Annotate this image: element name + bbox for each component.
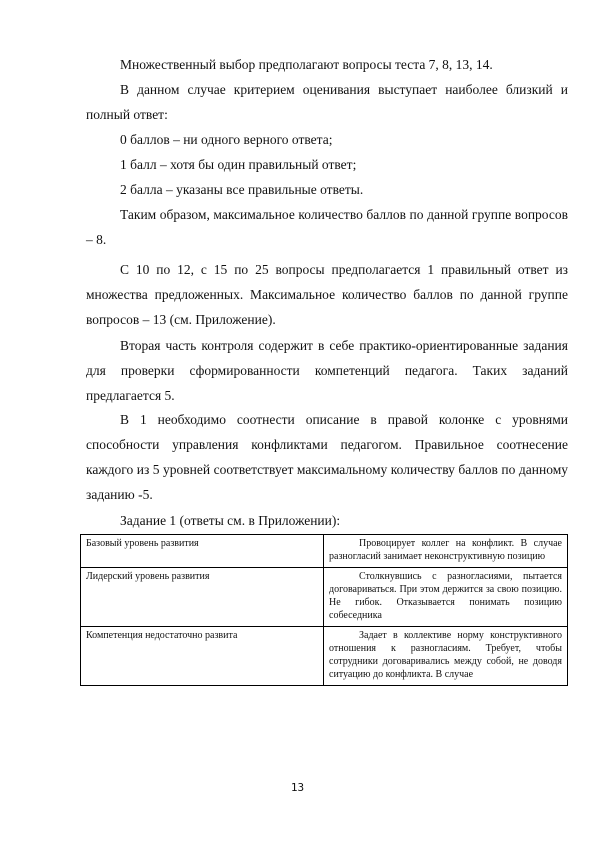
paragraph-max-score-group: Таким образом, максимальное количество баллов по данной группе вопросов – 8. xyxy=(86,207,568,247)
description-cell: Столкнувшись с разногласиями, пытается договариваться. При этом держится за свою позицию. Не гибок. Отказывается понимать позицию собеседника xyxy=(324,568,568,627)
description-cell: Провоцирует коллег на конфликт. В случае разногласий занимает неконструктивную позицию xyxy=(324,535,568,568)
levels-table xyxy=(80,534,568,686)
level-cell: Базовый уровень развития xyxy=(81,535,324,568)
table-row xyxy=(81,535,568,568)
description-cell: Задает в коллективе норму конструктивного отношения к разногласиям. Требует, чтобы сотрудники договаривались между собой, не доводя ситуацию до конфликта. В случае xyxy=(324,627,568,686)
paragraph-second-part: Вторая часть контроля содержит в себе практико-ориентированные задания для проверки сформированности компетенций педагога. Таких заданий предлагается 5. xyxy=(86,338,568,403)
paragraph-task-one-instructions: В 1 необходимо соотнести описание в правой колонке с уровнями способности управления конфликтами педагогом. Правильное соотнесение каждого из 5 уровней соответствует максимальному количеству баллов по данному заданию -5. xyxy=(86,412,568,502)
paragraph-questions-10-25: С 10 по 12, с 15 по 25 вопросы предполагается 1 правильный ответ из множества предложенных. Максимальное количество баллов по данной группе вопросов – 13 (см. Приложение). xyxy=(86,262,568,327)
paragraph-multiple-choice: Множественный выбор предполагают вопросы теста 7, 8, 13, 14. xyxy=(120,57,493,72)
task-one-heading: Задание 1 (ответы см. в Приложении): xyxy=(120,513,341,528)
paragraph-criterion: В данном случае критерием оценивания выступает наиболее близкий и полный ответ: xyxy=(86,82,568,122)
table-row xyxy=(81,568,568,627)
list-item-one-point: 1 балл – хотя бы один правильный ответ; xyxy=(120,157,357,172)
table-row xyxy=(81,627,568,686)
page-number: 13 xyxy=(290,781,305,794)
level-cell: Компетенция недостаточно развита xyxy=(81,627,324,686)
list-item-zero-points: 0 баллов – ни одного верного ответа; xyxy=(120,132,333,147)
level-cell: Лидерский уровень развития xyxy=(81,568,324,627)
list-item-two-points: 2 балла – указаны все правильные ответы. xyxy=(120,182,364,197)
